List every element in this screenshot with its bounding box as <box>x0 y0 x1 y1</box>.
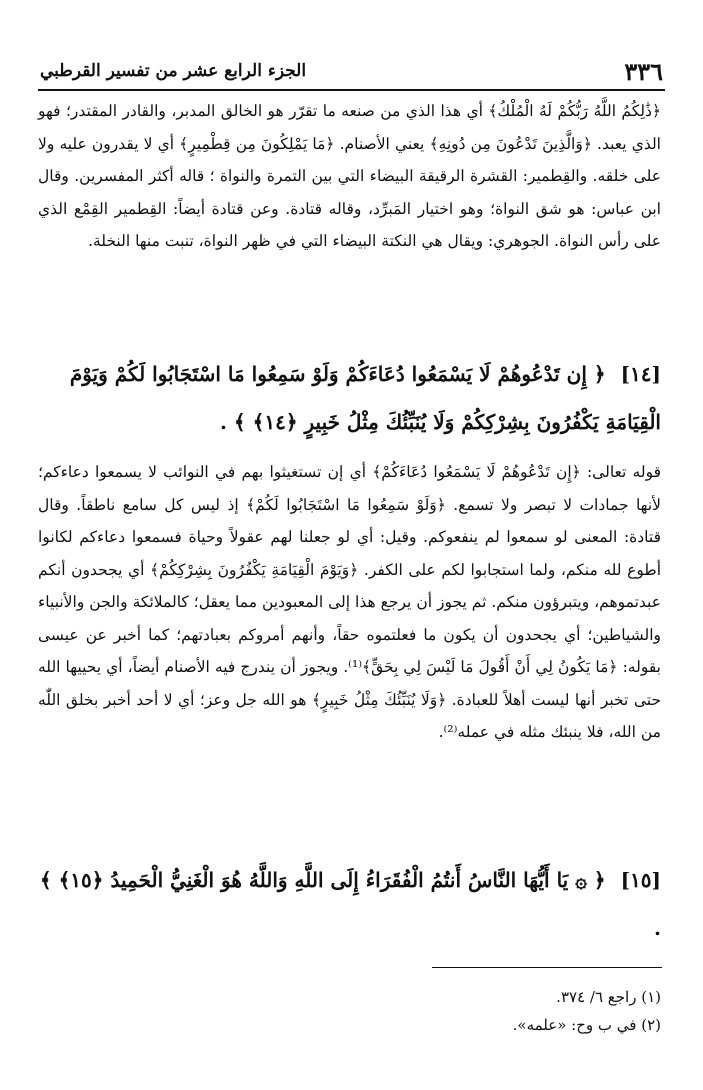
verse-text: ﴿ إِن تَدْعُوهُمْ لَا يَسْمَعُوا دُعَاءَكُمْ وَلَوْ سَمِعُوا مَا اسْتَجَابُوا لَكُمْ وَيَوْمَ الْقِيَامَةِ يَكْفُرُونَ بِشِرْكِكُمْ وَلَا يُنَبِّئُكَ مِثْلُ خَبِيرٍ ﴿١٤﴾ ﴾ . <box>69 362 661 434</box>
footnote-separator <box>432 967 662 968</box>
page-number: ٣٣٦ <box>624 56 663 86</box>
verse-number: [١٤] <box>620 362 661 386</box>
verse-14 <box>38 350 661 446</box>
page-header <box>40 54 663 88</box>
running-title: الجزء الرابع عشر من تفسير القرطبي <box>40 61 307 81</box>
footnotes <box>300 983 661 1039</box>
verse-number: [١٥] <box>620 868 661 892</box>
footnote-2: (٢) في ب وح: «علمه». <box>512 1016 661 1034</box>
commentary-paragraph-1: ﴿ذَٰلِكُمُ اللَّهُ رَبُّكُمْ لَهُ الْمُلْكُ﴾ أي هذا الذي من صنعه ما تقرّر هو الخالق المدبر، والقادر المقتدر؛ فهو الذي يعبد. ﴿وَالَّذِينَ تَدْعُونَ مِن دُونِهِ﴾ يعني الأصنام. ﴿مَا يَمْلِكُونَ مِن قِطْمِيرٍ﴾ أي لا يقدرون عليه ولا على خلقه. والقِطمير: القشرة الرقيقة البيضاء التي بين التمرة والنواة ؛ قاله أكثر المفسرين. وقال ابن عباس: هو شق النواة؛ وهو اختيار المَبرِّد، وقاله قتادة. وعن قتادة أيضاً: القِطمير القِمْع الذي على رأس النواة. الجوهري: ويقال هي النكتة البيضاء التي في ظهر النواة، تنبت منها النخلة. <box>38 102 661 250</box>
header-rule <box>38 89 665 91</box>
verse-15 <box>38 856 661 952</box>
footnote-1: (١) راجع ٦/ ٣٧٤. <box>556 988 661 1006</box>
verse-text: ﴿ ۞ يَا أَيُّهَا النَّاسُ أَنتُمُ الْفُقَرَاءُ إِلَى اللَّهِ وَاللَّهُ هُوَ الْغَنِيُّ الْحَمِيدُ ﴿١٥﴾ ﴾ . <box>39 868 661 940</box>
commentary-paragraph-2: قوله تعالى: ﴿إِن تَدْعُوهُمْ لَا يَسْمَعُوا دُعَاءَكُمْ﴾ أي إن تستغيثوا بهم في النوائب لا يسمعوا دعاءكم؛ لأنها جمادات لا تبصر ولا تسمع. ﴿وَلَوْ سَمِعُوا مَا اسْتَجَابُوا لَكُمْ﴾ إذ ليس كل سامع ناطقاً. وقال قتادة: المعنى لو سمعوا لم ينفعوكم. وقيل: أي لو جعلنا لهم عقولاً وحياة فسمعوا دعاءكم لكانوا أطوع لله منكم، ولما استجابوا لكم على الكفر. ﴿وَيَوْمَ الْقِيَامَةِ يَكْفُرُونَ بِشِرْكِكُمْ﴾ أي يجحدون أنكم عبدتموهم، ويتبرؤون منكم. ثم يجوز أن يرجع هذا إلى المعبودين مما يعقل؛ كالملائكة والجن والأنبياء والشياطين؛ أي يجحدون أن يكون ما فعلتموه حقاً، وأنهم أمروكم بعبادتهم؛ كما أخبر عن عيسى بقوله: ﴿مَا يَكُونُ لِي أَنْ أَقُولَ مَا لَيْسَ لِي بِحَقٍّ﴾⁽¹⁾. ويجوز أن يندرج فيه الأصنام أيضاً، أي يحييها الله حتى تخبر أنها ليست أهلاً للعبادة. ﴿وَلَا يُنَبِّئُكَ مِثْلُ خَبِيرٍ﴾ هو الله جل وعز؛ أي لا أحد أخبر بخلق اللّٰه من الله، فلا ينبئك مثله في عمله⁽²⁾. <box>38 463 661 741</box>
